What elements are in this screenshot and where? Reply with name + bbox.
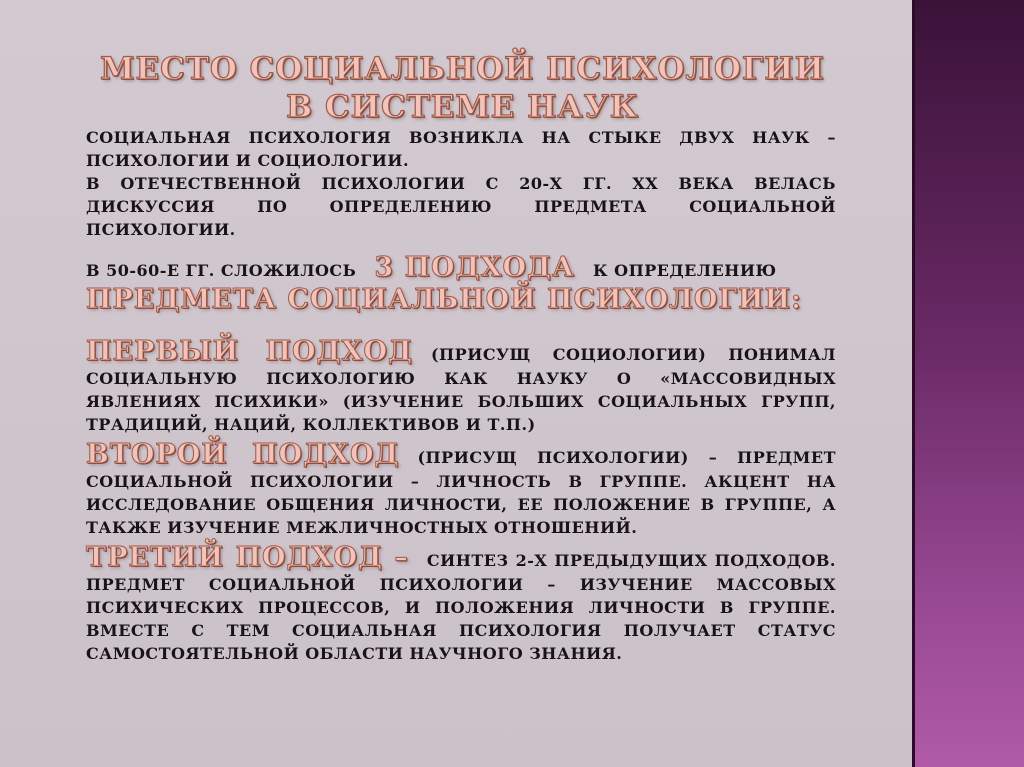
intro-text-after: К ОПРЕДЕЛЕНИЮ [593,261,777,280]
approach-third-text: СИНТЕЗ 2-Х ПРЕДЫДУЩИХ ПОДХОДОВ. ПРЕДМЕТ СОЦИАЛЬНОЙ ПСИХОЛОГИИ – ИЗУЧЕНИЕ МАССОВЫХ ПСИХИЧЕСКИХ ПРОЦЕССОВ, И ПОЛОЖЕНИЯ ЛИЧНОСТИ В ГРУППЕ. ВМЕСТЕ С ТЕМ СОЦИАЛЬНАЯ ПСИХОЛОГИЯ ПОЛУЧАЕТ СТАТУС САМОСТОЯТЕЛЬНОЙ ОБЛАСТИ НАУЧНОГО ЗНАНИЯ. [86,551,836,663]
paragraph-approaches-intro [86,253,836,315]
intro-text-before: В 50-60-Е ГГ. СЛОЖИЛОСЬ [86,261,357,280]
approach-first [86,337,836,436]
slide-body [86,126,836,665]
paragraph-origin: СОЦИАЛЬНАЯ ПСИХОЛОГИЯ ВОЗНИКЛА НА СТЫКЕ ДВУХ НАУК – ПСИХОЛОГИИ И СОЦИОЛОГИИ. [86,128,836,170]
decorative-side-bar [912,0,1024,767]
three-approaches-highlight: 3 ПОДХОДА [374,252,576,283]
paragraph-discussion: В ОТЕЧЕСТВЕННОЙ ПСИХОЛОГИИ С 20-Х ГГ. XX ВЕКА ВЕЛАСЬ ДИСКУССИЯ ПО ОПРЕДЕЛЕНИЮ ПРЕДМЕТА СОЦИАЛЬНОЙ ПСИХОЛОГИИ. [86,174,836,239]
slide-title: МЕСТО СОЦИАЛЬНОЙ ПСИХОЛОГИИ В СИСТЕМЕ НАУК [100,51,825,125]
approach-third [86,543,836,665]
approach-second-heading: ВТОРОЙ ПОДХОД [86,439,400,470]
subject-highlight: ПРЕДМЕТА СОЦИАЛЬНОЙ ПСИХОЛОГИИ: [86,284,803,315]
approach-first-heading: ПЕРВЫЙ ПОДХОД [86,336,413,367]
approach-second-text: (ПРИСУЩ ПСИХОЛОГИИ) – ПРЕДМЕТ СОЦИАЛЬНОЙ ПСИХОЛОГИИ – ЛИЧНОСТЬ В ГРУППЕ. АКЦЕНТ НА ИССЛЕДОВАНИЕ ОБЩЕНИЯ ЛИЧНОСТИ, ЕЕ ПОЛОЖЕНИЕ В ГРУППЕ, А ТАКЖЕ ИЗУЧЕНИЕ МЕЖЛИЧНОСТНЫХ ОТНОШЕНИЙ. [86,448,836,537]
approach-third-heading: ТРЕТИЙ ПОДХОД – [86,542,409,573]
approach-second [86,440,836,539]
approach-first-text: (ПРИСУЩ СОЦИОЛОГИИ) ПОНИМАЛ СОЦИАЛЬНУЮ ПСИХОЛОГИЮ КАК НАУКУ О «МАССОВИДНЫХ ЯВЛЕНИЯХ ПСИХИКИ» (ИЗУЧЕНИЕ БОЛЬШИХ СОЦИАЛЬНЫХ ГРУПП, ТРАДИЦИЙ, НАЦИЙ, КОЛЛЕКТИВОВ И Т.П.) [86,345,836,434]
